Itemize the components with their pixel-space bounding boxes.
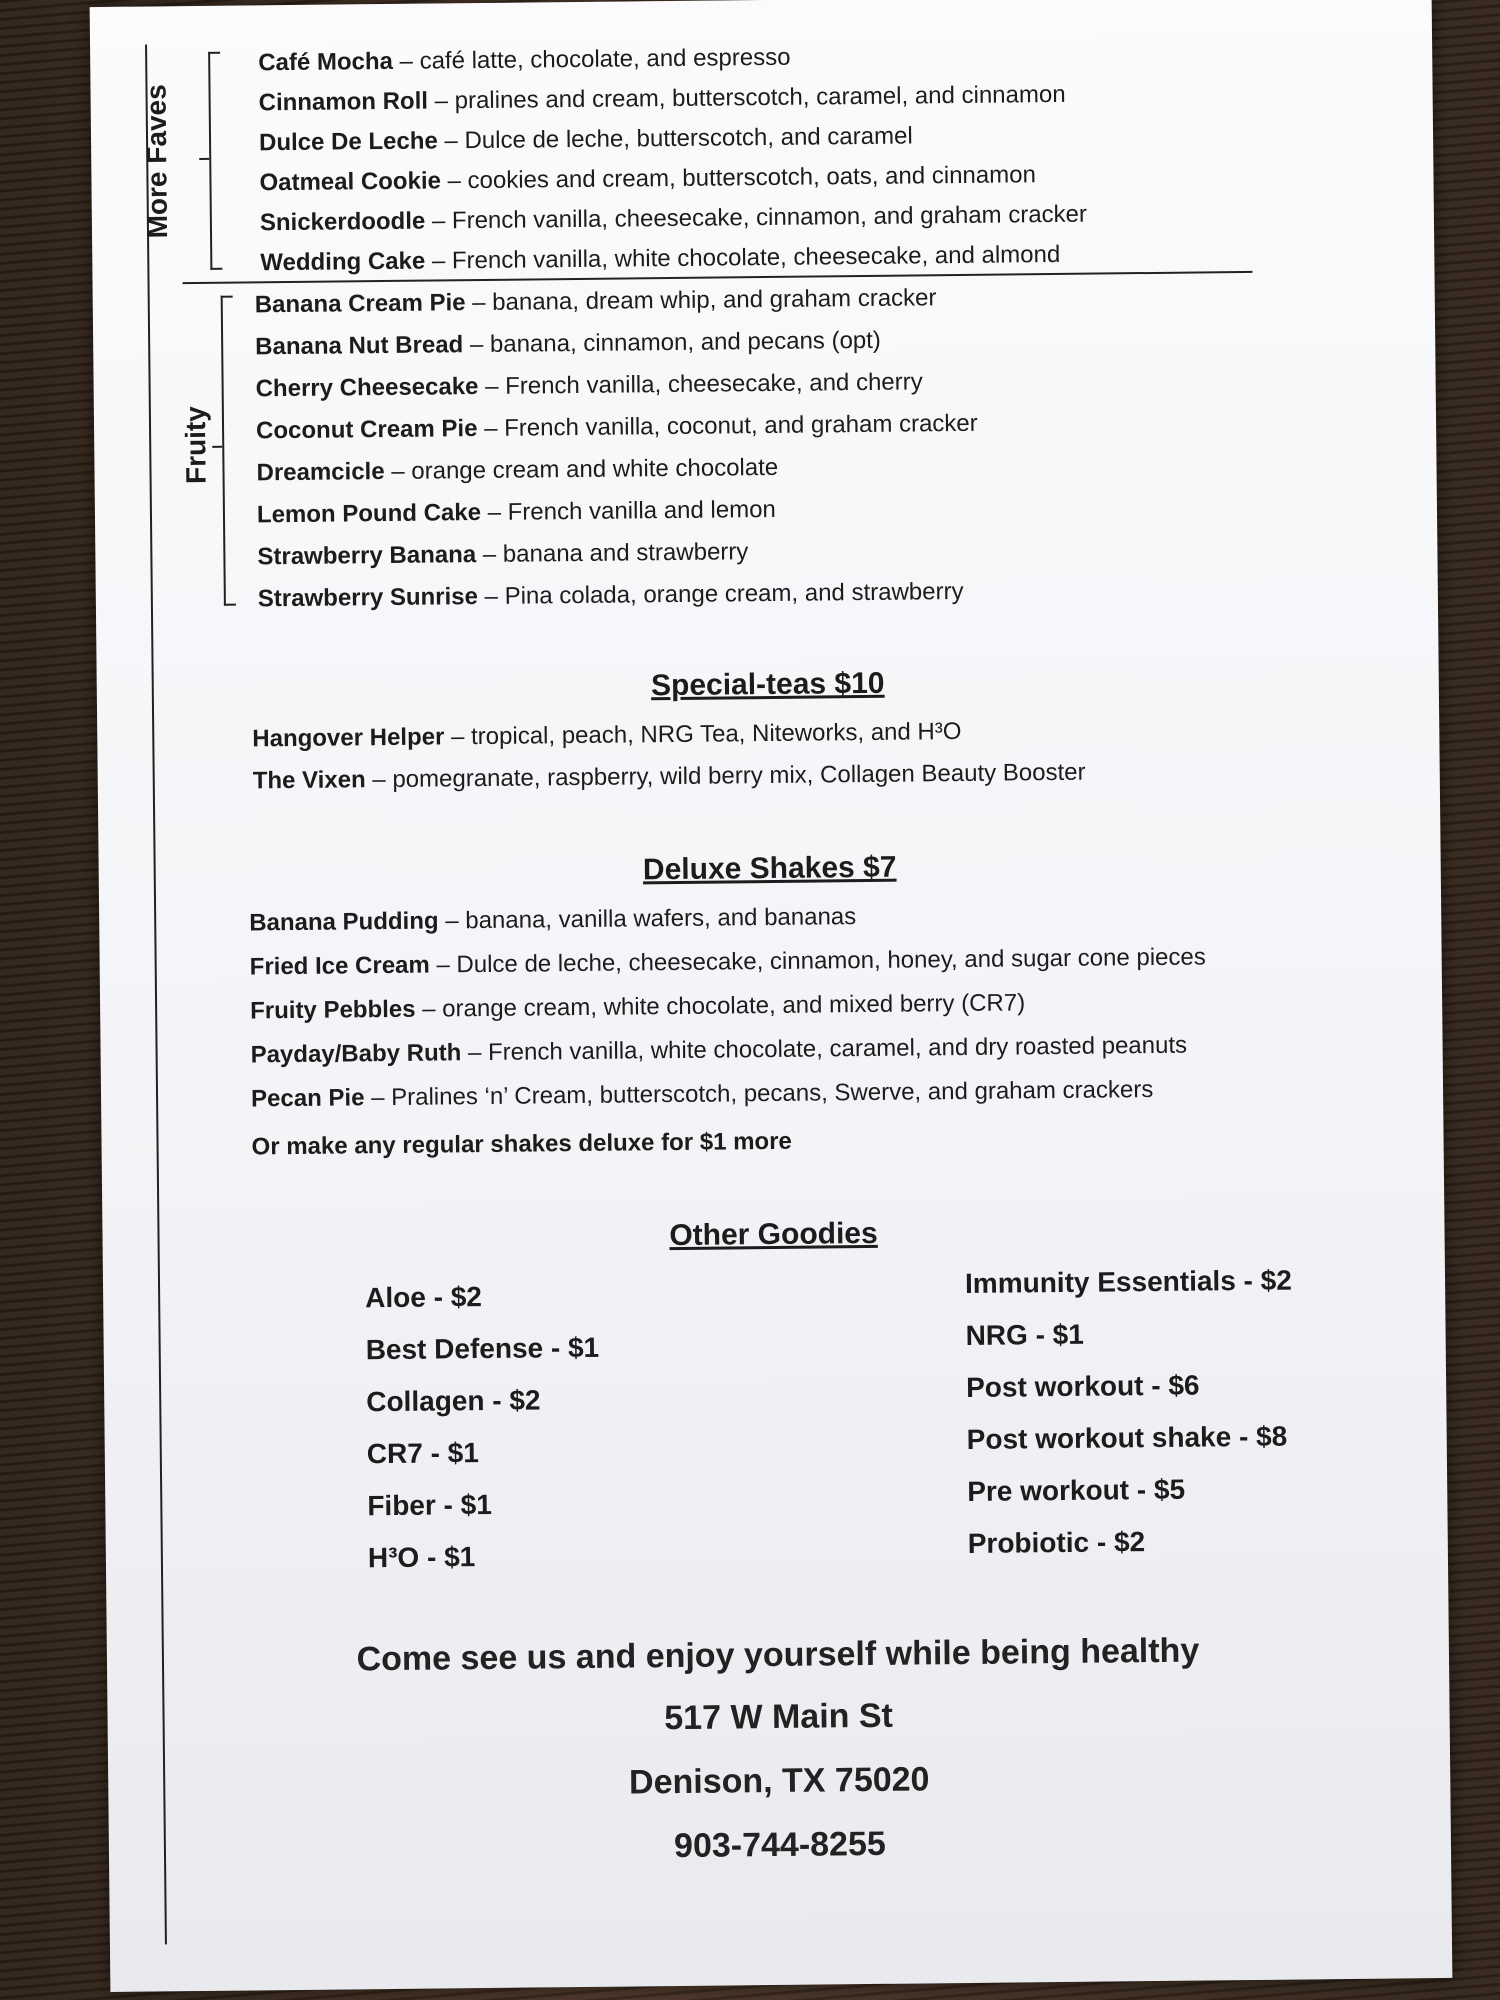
goodie-left-item: Aloe - $2 <box>365 1281 483 1314</box>
goodie-right-item: Pre workout - $5 <box>967 1473 1186 1507</box>
deluxe-shake-item: Banana Pudding – banana, vanilla wafers, and bananas <box>249 903 857 937</box>
fruity-item: Strawberry Banana – banana and strawberry <box>257 538 749 571</box>
more-faves-item: Snickerdoodle – French vanilla, cheesecake, cinnamon, and graham cracker <box>259 200 1088 237</box>
more-faves-item: Oatmeal Cookie – cookies and cream, butterscotch, oats, and cinnamon <box>259 161 1036 197</box>
special-teas-title: Special-teas $10 <box>650 666 885 703</box>
goodie-left-item: Collagen - $2 <box>366 1384 541 1418</box>
deluxe-shake-item: Pecan Pie – Pralines ‘n’ Cream, butterscotch, pecans, Swerve, and graham crackers <box>250 1076 1154 1113</box>
more-faves-bracket-tick <box>199 158 209 160</box>
more-faves-item: Café Mocha – café latte, chocolate, and espresso <box>258 43 791 77</box>
deluxe-shake-item: Payday/Baby Ruth – French vanilla, white chocolate, caramel, and dry roasted peanuts <box>250 1031 1188 1069</box>
more-faves-item: Dulce De Leche – Dulce de leche, butterscotch, and caramel <box>258 122 913 157</box>
fruity-item: Coconut Cream Pie – French vanilla, coconut, and graham cracker <box>255 409 978 445</box>
goodie-left-item: Fiber - $1 <box>367 1488 492 1522</box>
special-tea-item: The Vixen – pomegranate, raspberry, wild berry mix, Collagen Beauty Booster <box>252 758 1086 795</box>
special-tea-item: Hangover Helper – tropical, peach, NRG Tea, Niteworks, and H³O <box>252 717 962 753</box>
goodie-right-item: Immunity Essentials - $2 <box>964 1264 1292 1299</box>
fruity-item: Lemon Pound Cake – French vanilla and lemon <box>256 495 776 529</box>
fruity-item: Dreamcicle – orange cream and white chocolate <box>256 453 779 487</box>
goodie-left-item: CR7 - $1 <box>366 1437 480 1470</box>
fruity-item: Banana Cream Pie – banana, dream whip, and graham cracker <box>254 284 937 319</box>
goodie-right-item: Post workout shake - $8 <box>966 1420 1288 1455</box>
footer-address-street: 517 W Main St <box>664 1696 894 1738</box>
more-faves-label: More Faves <box>140 84 174 239</box>
more-faves-bracket <box>208 52 222 270</box>
deluxe-shake-item: Fruity Pebbles – orange cream, white chocolate, and mixed berry (CR7) <box>250 989 1026 1025</box>
more-faves-item: Wedding Cake – French vanilla, white chocolate, cheesecake, and almond <box>260 240 1061 277</box>
more-faves-group <box>90 0 1432 277</box>
fruity-item: Strawberry Sunrise – Pina colada, orange cream, and strawberry <box>257 577 964 613</box>
more-faves-item: Cinnamon Roll – pralines and cream, butterscotch, caramel, and cinnamon <box>258 80 1066 117</box>
goodie-right-item: Post workout - $6 <box>965 1369 1200 1403</box>
deluxe-shakes-title: Deluxe Shakes $7 <box>642 850 897 887</box>
footer-address-city: Denison, TX 75020 <box>628 1760 930 1802</box>
fruity-label: Fruity <box>179 406 212 485</box>
fruity-item: Banana Nut Bread – banana, cinnamon, and pecans (opt) <box>255 326 881 361</box>
fruity-bracket <box>221 296 236 606</box>
menu-page <box>90 0 1453 1992</box>
deluxe-note: Or make any regular shakes deluxe for $1 more <box>251 1127 792 1161</box>
goodie-right-item: Probiotic - $2 <box>967 1526 1146 1559</box>
fruity-item: Cherry Cheesecake – French vanilla, cheesecake, and cherry <box>255 368 923 403</box>
goodie-left-item: Best Defense - $1 <box>365 1331 600 1366</box>
footer-phone: 903-744-8255 <box>673 1824 886 1866</box>
deluxe-shake-item: Fried Ice Cream – Dulce de leche, cheesecake, cinnamon, honey, and sugar cone pieces <box>249 943 1206 981</box>
goodie-right-item: NRG - $1 <box>965 1318 1085 1351</box>
footer-tagline: Come see us and enjoy yourself while being healthy <box>356 1631 1200 1679</box>
other-goodies-title: Other Goodies <box>669 1216 878 1253</box>
fruity-bracket-tick <box>212 446 222 448</box>
goodie-left-item: H³O - $1 <box>367 1541 476 1574</box>
